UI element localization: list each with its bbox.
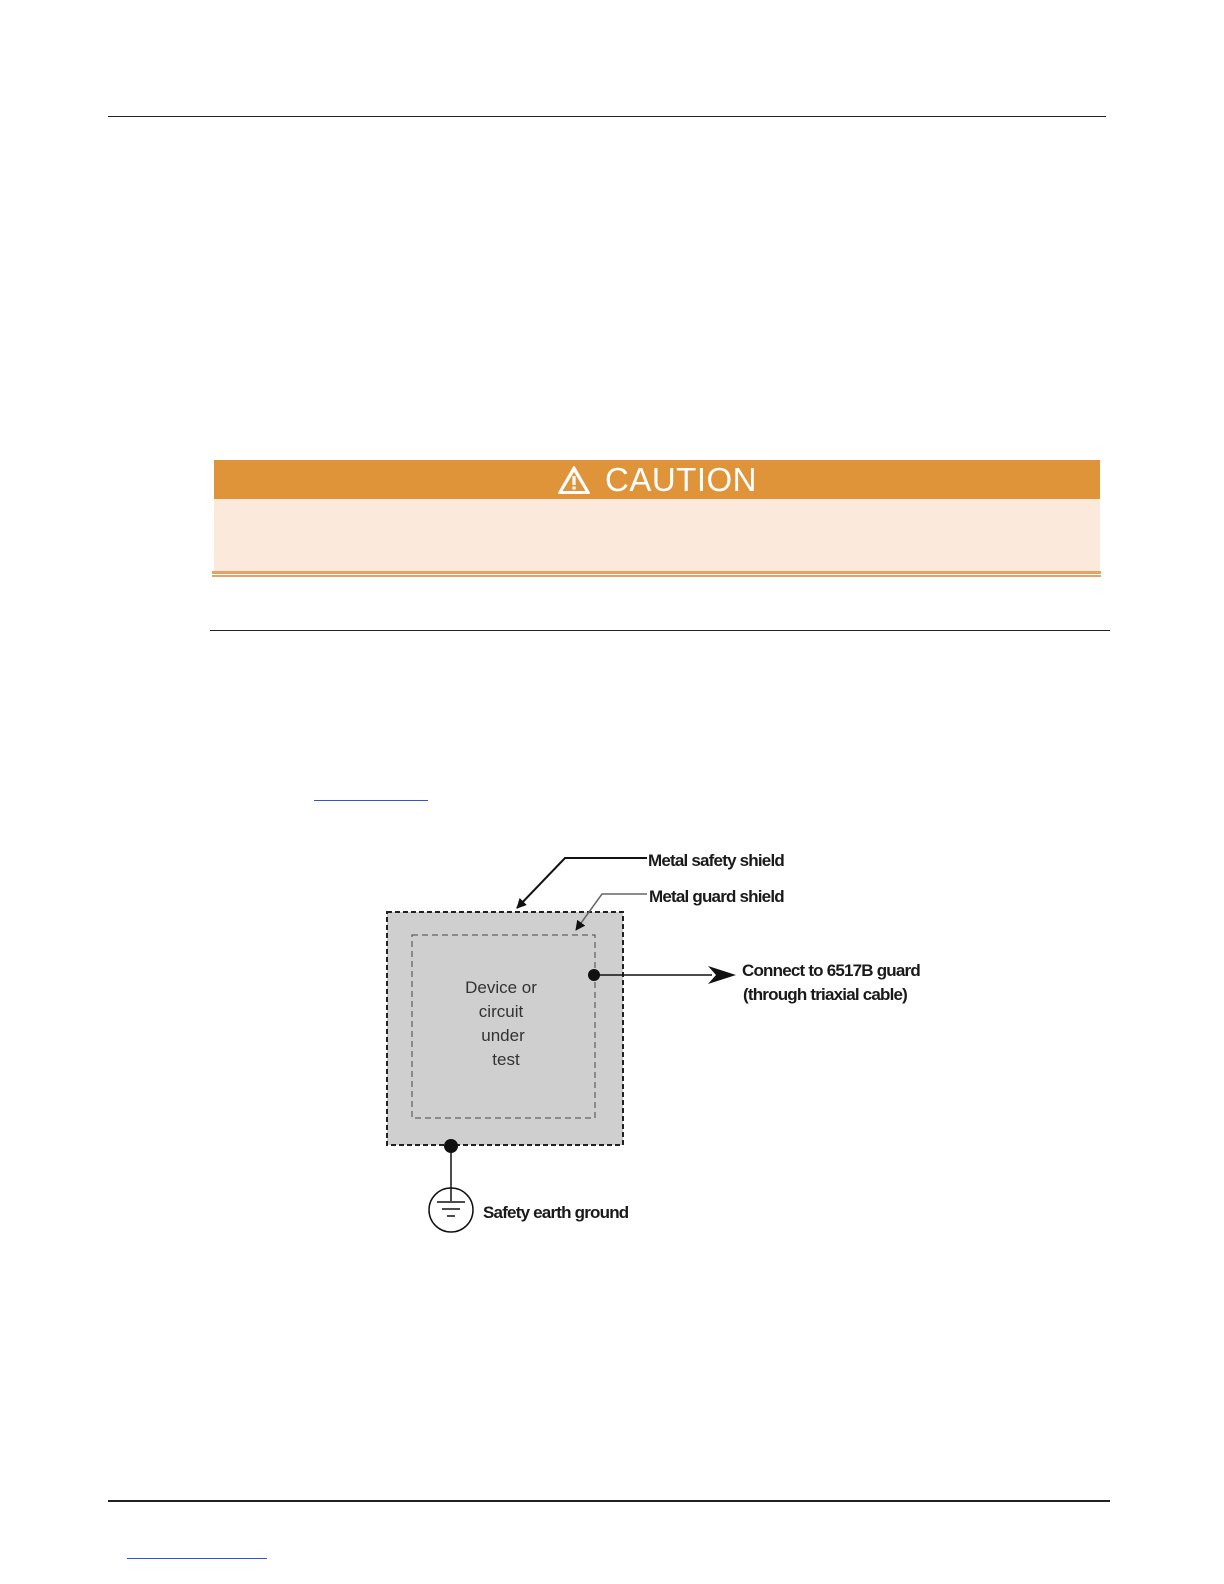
connect-label-line1: Connect to 6517B guard (742, 961, 920, 980)
safety-shield-label: Metal safety shield (648, 851, 784, 870)
warning-triangle-icon (557, 465, 591, 495)
device-label-line3: under (481, 1026, 525, 1045)
device-label-line1: Device or (465, 978, 537, 997)
earth-ground-icon (429, 1188, 473, 1232)
footer-link[interactable] (127, 1558, 267, 1559)
caution-header (214, 460, 1100, 499)
footer-rule (108, 1500, 1110, 1502)
guard-shield-label: Metal guard shield (649, 887, 784, 906)
guard-shield-diagram (370, 840, 970, 1240)
guard-connection-arrowhead (708, 966, 736, 984)
caution-bottom-border-thin (212, 575, 1101, 577)
caution-title: CAUTION (605, 461, 757, 498)
caution-body (214, 499, 1100, 571)
section-divider (210, 630, 1110, 631)
safety-shield-leader (517, 858, 647, 908)
device-label-line4: test (492, 1050, 520, 1069)
device-label-line2: circuit (478, 1002, 524, 1021)
connect-label-line2: (through triaxial cable) (743, 985, 908, 1004)
ground-label: Safety earth ground (483, 1203, 629, 1222)
figure-reference-link[interactable] (314, 800, 428, 801)
caution-bottom-border (212, 571, 1101, 574)
header-rule (108, 116, 1106, 117)
caution-box (212, 460, 1101, 577)
